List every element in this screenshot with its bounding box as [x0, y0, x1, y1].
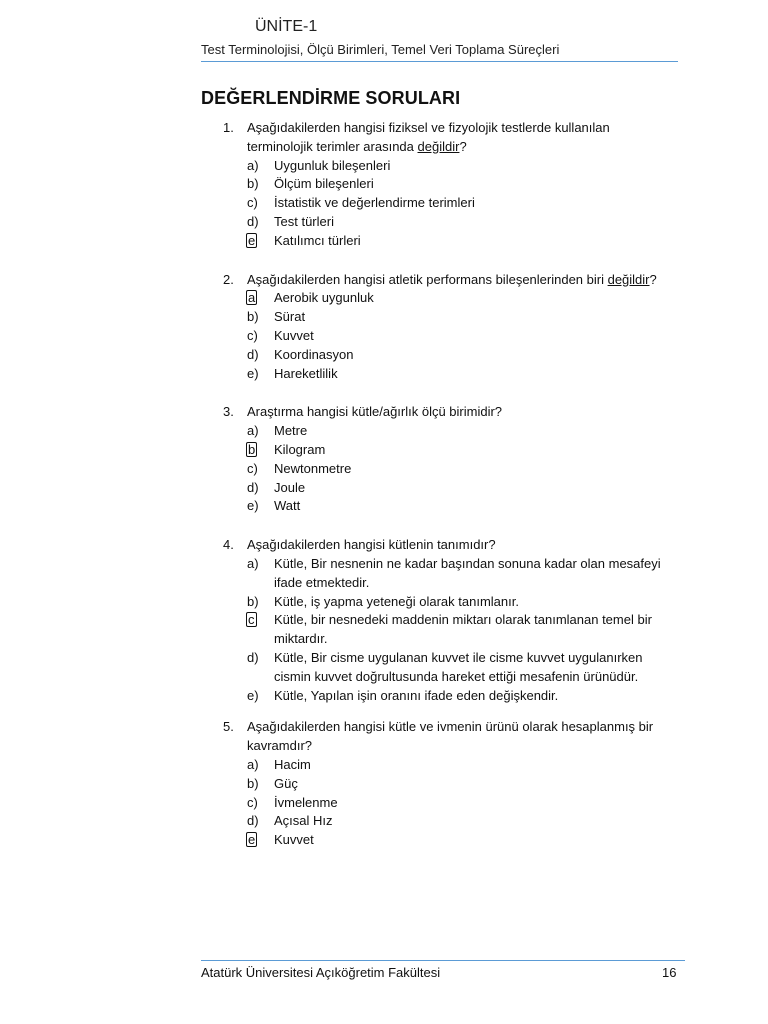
question-item — [223, 718, 663, 850]
question-text — [247, 536, 663, 555]
option-letter: e) — [247, 498, 259, 514]
option-letter: a) — [247, 756, 259, 772]
question-list — [223, 119, 663, 870]
option-letter: b) — [247, 176, 259, 192]
question-stem — [223, 718, 663, 756]
correct-answer-box: a — [248, 290, 256, 306]
question-stem — [223, 403, 663, 422]
unit-label: ÜNİTE-1 — [255, 18, 318, 35]
question-number: 4. — [223, 537, 234, 553]
option-text: Kütle, Yapılan işin oranını ifade eden değişkendir. — [274, 687, 559, 703]
question-stem — [223, 536, 663, 555]
question-item — [223, 536, 663, 705]
correct-answer-box: e — [248, 232, 256, 248]
option-text: Joule — [274, 479, 306, 495]
option-letter: d) — [247, 346, 259, 362]
option-letter: d) — [247, 213, 259, 229]
question-number: 3. — [223, 404, 234, 420]
answer-option — [247, 611, 663, 649]
question-text-main: Aşağıdakilerden hangisi atletik performans bileşenlerinden biri — [247, 271, 608, 287]
question-text-main: Araştırma hangisi kütle/ağırlık ölçü birimidir? — [247, 404, 503, 420]
option-text: İvmelenme — [274, 794, 338, 810]
option-letter: d) — [247, 479, 259, 495]
answer-option — [247, 460, 663, 479]
answer-option — [247, 213, 663, 232]
option-text: Ölçüm bileşenleri — [274, 176, 374, 192]
option-letter-marked — [247, 289, 274, 308]
option-text: Aerobik uygunluk — [274, 290, 374, 306]
answer-option — [247, 327, 663, 346]
option-letter: c) — [247, 327, 258, 343]
question-stem — [223, 271, 663, 290]
correct-answer-box: e — [248, 832, 256, 848]
question-text-main: Aşağıdakilerden hangisi kütle ve ivmenin ürünü olarak hesaplanmış bir kavramdır? — [247, 719, 654, 754]
option-text: Uygunluk bileşenleri — [274, 157, 391, 173]
answer-option — [247, 232, 663, 251]
answer-option — [247, 194, 663, 213]
header-divider — [201, 61, 678, 62]
option-text: Hareketlilik — [274, 365, 338, 381]
question-item — [223, 403, 663, 516]
option-text: Açısal Hız — [274, 813, 333, 829]
page-number: 16 — [662, 965, 677, 980]
question-text-end: ? — [649, 271, 657, 287]
answer-option — [247, 756, 663, 775]
answer-option — [247, 422, 663, 441]
question-emphasis: değildir — [607, 271, 650, 287]
option-letter: a) — [247, 157, 259, 173]
answer-option — [247, 831, 663, 850]
answer-option — [247, 441, 663, 460]
answer-option — [247, 289, 663, 308]
option-text: Metre — [274, 423, 308, 439]
option-text: Watt — [274, 498, 301, 514]
answer-option — [247, 157, 663, 176]
option-text: Sürat — [274, 309, 306, 325]
answer-option — [247, 308, 663, 327]
question-text-end: ? — [459, 138, 467, 154]
question-number: 5. — [223, 719, 234, 735]
question-text — [247, 271, 663, 290]
footer-divider — [201, 960, 685, 961]
option-letter: b) — [247, 593, 259, 609]
answer-option — [247, 775, 663, 794]
question-text — [247, 119, 663, 157]
option-letter-marked — [247, 441, 274, 460]
answer-option — [247, 794, 663, 813]
correct-answer-box: c — [248, 612, 255, 628]
option-letter: d) — [247, 813, 259, 829]
question-emphasis: değildir — [417, 138, 460, 154]
option-letter: e) — [247, 365, 259, 381]
option-text: İstatistik ve değerlendirme terimleri — [274, 195, 475, 211]
question-stem — [223, 119, 663, 157]
question-text — [247, 403, 663, 422]
option-letter: c) — [247, 195, 258, 211]
option-text: Kuvvet — [274, 327, 314, 343]
option-letter-marked — [247, 831, 274, 850]
answer-option — [247, 479, 663, 498]
answer-option — [247, 649, 663, 687]
option-text: Kütle, Bir nesnenin ne kadar başından sonuna kadar olan mesafeyi ifade etmektedir. — [274, 555, 661, 590]
option-letter: c) — [247, 794, 258, 810]
chapter-subtitle: Test Terminolojisi, Ölçü Birimleri, Temel Veri Toplama Süreçleri — [201, 42, 560, 57]
question-number: 2. — [223, 271, 234, 287]
correct-answer-box: b — [248, 441, 256, 457]
option-text: Kütle, Bir cisme uygulanan kuvvet ile cisme kuvvet uygulanırken cismin kuvvet doğrultusunda hareket ettiği mesafenin ürünüdür. — [274, 649, 643, 684]
question-item — [223, 119, 663, 251]
option-text: Newtonmetre — [274, 460, 352, 476]
question-text — [247, 718, 663, 756]
answer-option — [247, 555, 663, 593]
answer-option — [247, 497, 663, 516]
option-letter: a) — [247, 555, 259, 571]
option-letter-marked — [247, 611, 274, 649]
option-letter-marked — [247, 232, 274, 251]
option-text: Kuvvet — [274, 832, 314, 848]
answer-option — [247, 687, 663, 706]
option-letter: a) — [247, 423, 259, 439]
question-item — [223, 271, 663, 384]
option-text: Kilogram — [274, 441, 326, 457]
option-text: Güç — [274, 775, 298, 791]
option-text: Kütle, iş yapma yeteneği olarak tanımlanır. — [274, 593, 519, 609]
option-letter: e) — [247, 687, 259, 703]
answer-option — [247, 346, 663, 365]
answer-option — [247, 812, 663, 831]
question-text-main: Aşağıdakilerden hangisi fiziksel ve fizyolojik testlerde kullanılan terminolojik terimler arasında — [247, 120, 610, 154]
option-text: Koordinasyon — [274, 346, 354, 362]
option-letter: b) — [247, 309, 259, 325]
question-number: 1. — [223, 120, 234, 135]
option-letter: d) — [247, 649, 259, 665]
answer-option — [247, 593, 663, 612]
answer-option — [247, 365, 663, 384]
question-text-main: Aşağıdakilerden hangisi kütlenin tanımıdır? — [247, 537, 496, 553]
option-text: Kütle, bir nesnedeki maddenin miktarı olarak tanımlanan temel bir miktardır. — [274, 612, 652, 647]
footer-institution: Atatürk Üniversitesi Açıköğretim Fakültesi — [201, 965, 441, 980]
option-letter: b) — [247, 775, 259, 791]
option-letter: c) — [247, 460, 258, 476]
section-title: DEĞERLENDİRME SORULARI — [201, 88, 461, 108]
answer-option — [247, 175, 663, 194]
option-text: Katılımcı türleri — [274, 232, 361, 248]
option-text: Test türleri — [274, 213, 334, 229]
option-text: Hacim — [274, 756, 311, 772]
